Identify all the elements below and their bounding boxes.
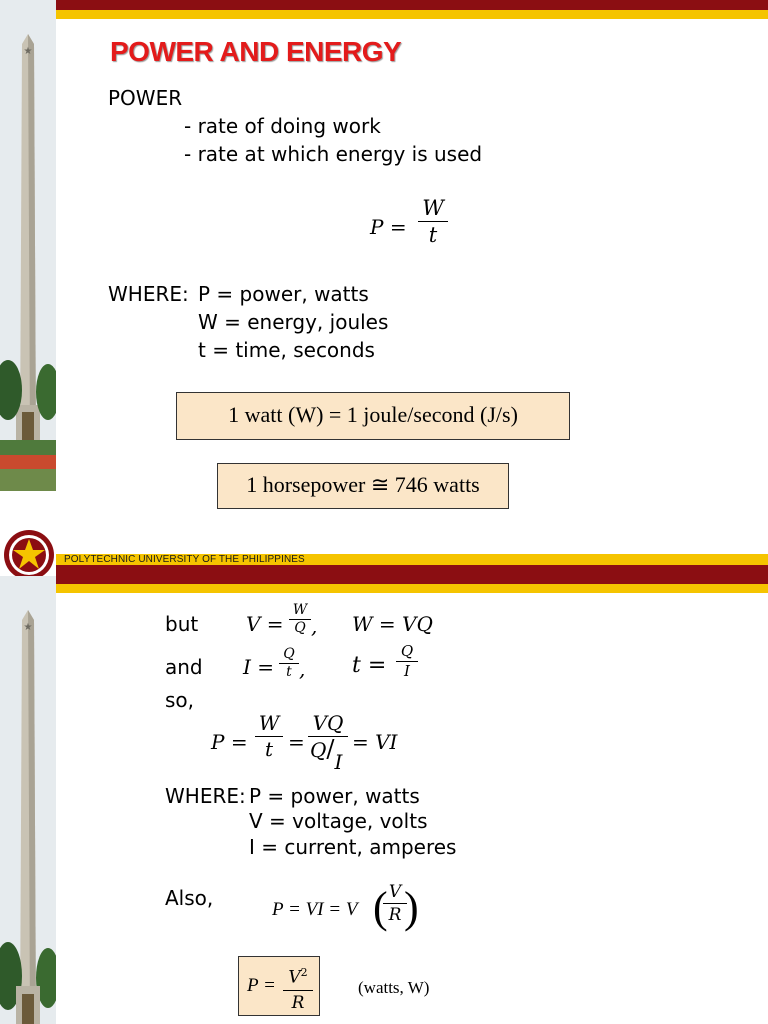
w-eq: W = VQ <box>352 612 433 636</box>
university-name: POLYTECHNIC UNIVERSITY OF THE PHILIPPINES <box>64 554 305 565</box>
i-eq-denominator: t <box>286 664 292 680</box>
p-eq-f2-den-i: I <box>334 750 343 774</box>
power-formula-denominator: t <box>428 223 438 247</box>
p-eq-f1-denominator: t <box>264 737 274 761</box>
where-label: WHERE: <box>108 282 189 306</box>
also-eq-right-paren: ) <box>404 883 419 932</box>
p-eq-fraction-2 <box>308 711 348 774</box>
p-eq-f2-numerator: VQ <box>308 711 348 737</box>
power-formula-numerator: W <box>418 195 448 222</box>
t-eq-lhs: t = <box>352 653 387 678</box>
top-bar-gold <box>56 584 768 593</box>
i-eq-comma: , <box>299 657 306 681</box>
final-eq-numerator <box>283 961 313 991</box>
final-eq-exponent: 2 <box>300 966 308 979</box>
p-eq-f1-numerator: W <box>255 711 283 737</box>
also-eq-denominator: R <box>388 905 402 925</box>
t-eq-fraction <box>396 642 418 681</box>
top-bar-red <box>56 576 768 584</box>
p-eq-rhs: = VI <box>352 730 398 754</box>
i-eq-lhs: I = <box>243 655 275 679</box>
also-eq-lhs: P = VI = V <box>272 899 358 920</box>
power-heading: POWER <box>108 86 183 110</box>
definition-time: t = time, seconds <box>198 338 375 362</box>
university-footer <box>0 554 768 576</box>
i-eq-fraction <box>279 646 299 681</box>
p-eq-equals: = <box>288 730 305 754</box>
also-label: Also, <box>165 886 214 910</box>
slide-title: POWER AND ENERGY <box>110 36 402 67</box>
obelisk-image <box>0 576 56 1024</box>
final-eq-fraction <box>283 961 313 1015</box>
final-eq-denominator: R <box>291 992 305 1013</box>
definition-voltage: V = voltage, volts <box>249 809 428 833</box>
footer-bar-red <box>56 565 768 576</box>
v-eq-denominator: Q <box>294 620 306 636</box>
but-label: but <box>165 612 199 636</box>
final-formula-box <box>238 956 320 1016</box>
v-eq-comma: , <box>311 614 318 638</box>
p-eq-f2-den-q: Q <box>310 738 327 762</box>
definition-current: I = current, amperes <box>249 835 457 859</box>
bullet-rate-energy-used: - rate at which energy is used <box>184 142 483 166</box>
final-eq-num-v: V <box>288 967 301 988</box>
bullet-rate-of-work: - rate of doing work <box>184 114 381 138</box>
also-eq-numerator: V <box>383 881 407 904</box>
final-eq-lhs: P = <box>247 975 276 996</box>
and-label: and <box>165 655 203 679</box>
definition-energy: W = energy, joules <box>198 310 389 334</box>
v-eq-numerator: W <box>289 602 311 620</box>
university-seal-icon <box>2 528 56 582</box>
so-label: so, <box>165 688 195 712</box>
watt-definition-box: 1 watt (W) = 1 joule/second (J/s) <box>176 392 570 440</box>
definition-power: P = power, watts <box>249 784 420 808</box>
svg-text:★: ★ <box>23 622 33 633</box>
t-eq-denominator: I <box>404 662 410 680</box>
where-label: WHERE: <box>165 784 246 808</box>
i-eq-numerator: Q <box>279 646 299 664</box>
top-bar-gold <box>56 10 768 19</box>
svg-text:★: ★ <box>23 46 33 57</box>
p-eq-lhs: P = <box>211 730 248 754</box>
v-eq-fraction <box>289 602 311 637</box>
power-formula-lhs: P = <box>370 215 407 239</box>
units-label: (watts, W) <box>358 978 430 997</box>
top-bar-red <box>56 0 768 10</box>
t-eq-numerator: Q <box>396 642 418 662</box>
p-eq-fraction-1 <box>255 711 283 762</box>
v-eq-lhs: V = <box>246 612 284 636</box>
obelisk-image <box>0 0 56 554</box>
slide-power-equations <box>0 576 768 1024</box>
definition-power: P = power, watts <box>198 282 369 306</box>
horsepower-box: 1 horsepower ≅ 746 watts <box>217 463 509 509</box>
p-eq-f2-denominator: Q/I <box>310 735 343 774</box>
also-eq-left-paren: ( <box>373 883 388 932</box>
power-formula-fraction <box>418 195 448 248</box>
